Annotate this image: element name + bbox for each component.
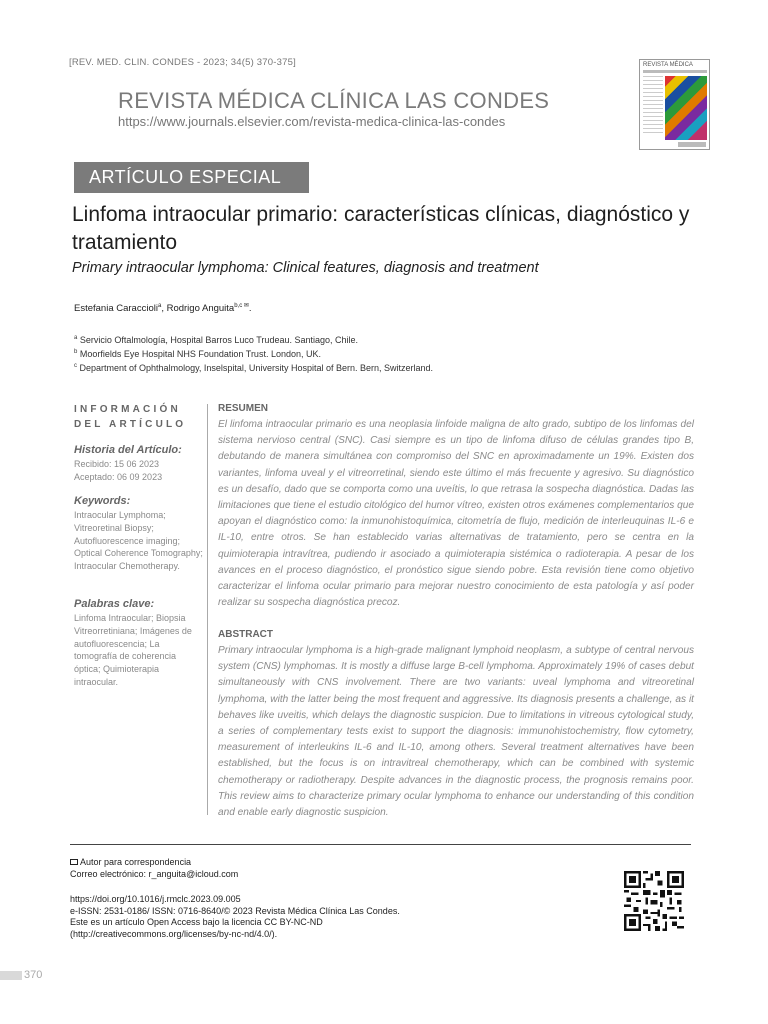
affiliation xyxy=(74,349,321,359)
open-access-line: Este es un artículo Open Access bajo la licencia CC BY-NC-ND xyxy=(70,917,323,928)
author-affil-sup: b,c ✉ xyxy=(234,303,249,309)
resumen-heading: RESUMEN xyxy=(218,403,269,414)
affiliation xyxy=(74,335,358,345)
article-info-heading-line2: DEL ARTÍCULO xyxy=(74,419,187,430)
affiliation xyxy=(74,363,433,373)
affiliation-sup: a xyxy=(74,335,78,341)
history-heading: Historia del Artículo: xyxy=(74,444,182,456)
abstract-heading: ABSTRACT xyxy=(218,629,273,640)
affiliation-text: Moorfields Eye Hospital NHS Foundation Trust. London, UK. xyxy=(79,349,321,359)
abstract-text: Primary intraocular lymphoma is a high-grade malignant lymphoid neoplasm, a subtype of central nervous system (CNS) lymphomas. It is mostly a diffuse large B-cell lymphoma. Approximately 19% of cases debut simultaneously with CNS involvement. There are two variants: uveal lymphoma and vitreoretinal lymphoma, with the latter being the most frequent and aggressive. Its diagnosis presents a challenge, as it behaves like uveitis, which delays the diagnostic suspicion. Due to limitations in vitreous cytological study, a series of complementary tests exist to support the diagnosis: immunohistochemistry, flow cytometry, measurement of interleukins IL-6 and IL-10, among others. Several treatment alternatives have been established, but the focus is on intravitreal chemotherapy, which can be combined with systemic chemotherapy or radiotherapy. Despite advances in the diagnostic process, the prognosis remains poor. This review aims to characterize primary ocular lymphoma to enhance our understanding of this condition and enable early diagnostic suspicion. xyxy=(218,645,694,819)
palabras-clave-heading: Palabras clave: xyxy=(74,598,155,610)
qr-code-icon xyxy=(624,871,684,931)
journal-title: REVISTA MÉDICA CLÍNICA LAS CONDES xyxy=(118,88,550,113)
received-date: Recibido: 15 06 2023 xyxy=(74,459,160,469)
article-info-heading xyxy=(74,402,186,432)
author-name: Estefania Caraccioli xyxy=(74,303,158,315)
affiliation-text: Servicio Oftalmología, Hospital Barros Luco Trudeau. Santiago, Chile. xyxy=(79,335,359,345)
palabras-clave-list: Linfoma Intraocular; Biopsia Vitreorretiniana; Imágenes de autofluorescencia; La tomografía de coherencia óptica; Quimioterapia intraocular. xyxy=(74,613,192,687)
correspondence-label: Autor para correspondencia xyxy=(80,857,192,867)
doi-link[interactable]: https://doi.org/10.1016/j.rmclc.2023.09.005 xyxy=(70,894,241,904)
footer-divider xyxy=(70,844,691,845)
section-label: ARTÍCULO ESPECIAL xyxy=(74,162,309,193)
author-name: Rodrigo Anguita xyxy=(166,303,235,315)
accepted-date: Aceptado: 06 09 2023 xyxy=(74,472,163,482)
column-divider xyxy=(207,404,208,815)
issn-line: e-ISSN: 2531-0186/ ISSN: 0716-8640/© 2023 Revista Médica Clínica Las Condes. xyxy=(70,905,400,916)
article-info-heading-line1: INFORMACIÓN xyxy=(74,404,181,415)
keywords-list: Intraocular Lymphoma; Vitreoretinal Biopsy; Autofluorescence imaging; Optical Coherence Tomography; Intraocular Chemotherapy. xyxy=(74,510,203,572)
cover-text-lines xyxy=(643,76,663,136)
mail-icon xyxy=(70,859,78,865)
keywords-heading: Keywords: xyxy=(74,495,131,507)
correspondence-block xyxy=(70,857,238,880)
page-number-bar xyxy=(0,971,22,980)
license-link[interactable]: (http://creativecommons.org/licenses/by-nc-nd/4.0/). xyxy=(70,928,278,939)
cover-artwork xyxy=(665,76,707,140)
author-list: Estefania Caraccioli$^a$, Rodrigo Anguita$^{b,c ✉}$. xyxy=(74,303,252,315)
cover-publisher-logos xyxy=(678,142,706,147)
resumen-text: El linfoma intraocular primario es una neoplasia linfoide maligna de alto grado, subtipo de los linfomas del sistema nervioso central (SNC). Casi siempre es un tipo de linfoma difuso de células grandes tipo B, debutando de manera simultánea con compromiso del SNC en aproximadamente un 19%. Existen dos variantes, linfoma uveal y el vitreorretinal, siendo este último el más frecuente y agresivo. Su diagnóstico es un desafío, dado que se comporta como una uveítis, lo que retrasa la sospecha diagnóstica. Dadas las limitaciones que tiene el estudio citológico del humor vítreo, existen otros exámenes complementarios que apoyan el diagnóstico como: la inmunohistoquímica, citometría de flujo, medición de interleuquinas IL-6 e IL-10, entre otros. Se han establecido varias alternativas de tratamiento, pero se centra en la quimioterapia intravítrea, pudiendo ir asociado a quimioterapia sistémica o radioterapia. A pesar de los avances en el proceso diagnóstico, el pronóstico sigue siendo pobre. Esta revisión tiene como objetivo caracterizar el linfoma ocular primario para mejorar nuestro conocimiento de esta patología y así poder realizar su sospecha diagnóstica precoz. xyxy=(218,419,694,609)
affiliation-text: Department of Ophthalmology, Inselspital, University Hospital of Bern. Bern, Switzerland. xyxy=(79,363,434,373)
journal-cover-thumbnail xyxy=(639,59,710,150)
citation-header: [REV. MED. CLIN. CONDES - 2023; 34(5) 370-375] xyxy=(69,57,296,68)
cover-bar xyxy=(643,70,707,73)
article-subtitle: Primary intraocular lymphoma: Clinical features, diagnosis and treatment xyxy=(72,260,539,276)
journal-url[interactable]: https://www.journals.elsevier.com/revista-medica-clinica-las-condes xyxy=(118,114,506,129)
correspondence-email[interactable]: Correo electrónico: r_anguita@icloud.com xyxy=(70,868,239,879)
page-number: 370 xyxy=(24,969,43,981)
publication-info xyxy=(70,894,400,940)
cover-label: REVISTA MÉDICA xyxy=(643,62,693,68)
article-title: Linfoma intraocular primario: características clínicas, diagnóstico y tratamiento xyxy=(72,203,690,254)
affiliation-sup: b xyxy=(74,349,78,355)
author-affil-sup: a xyxy=(157,303,162,309)
affiliation-sup: c xyxy=(74,363,77,369)
